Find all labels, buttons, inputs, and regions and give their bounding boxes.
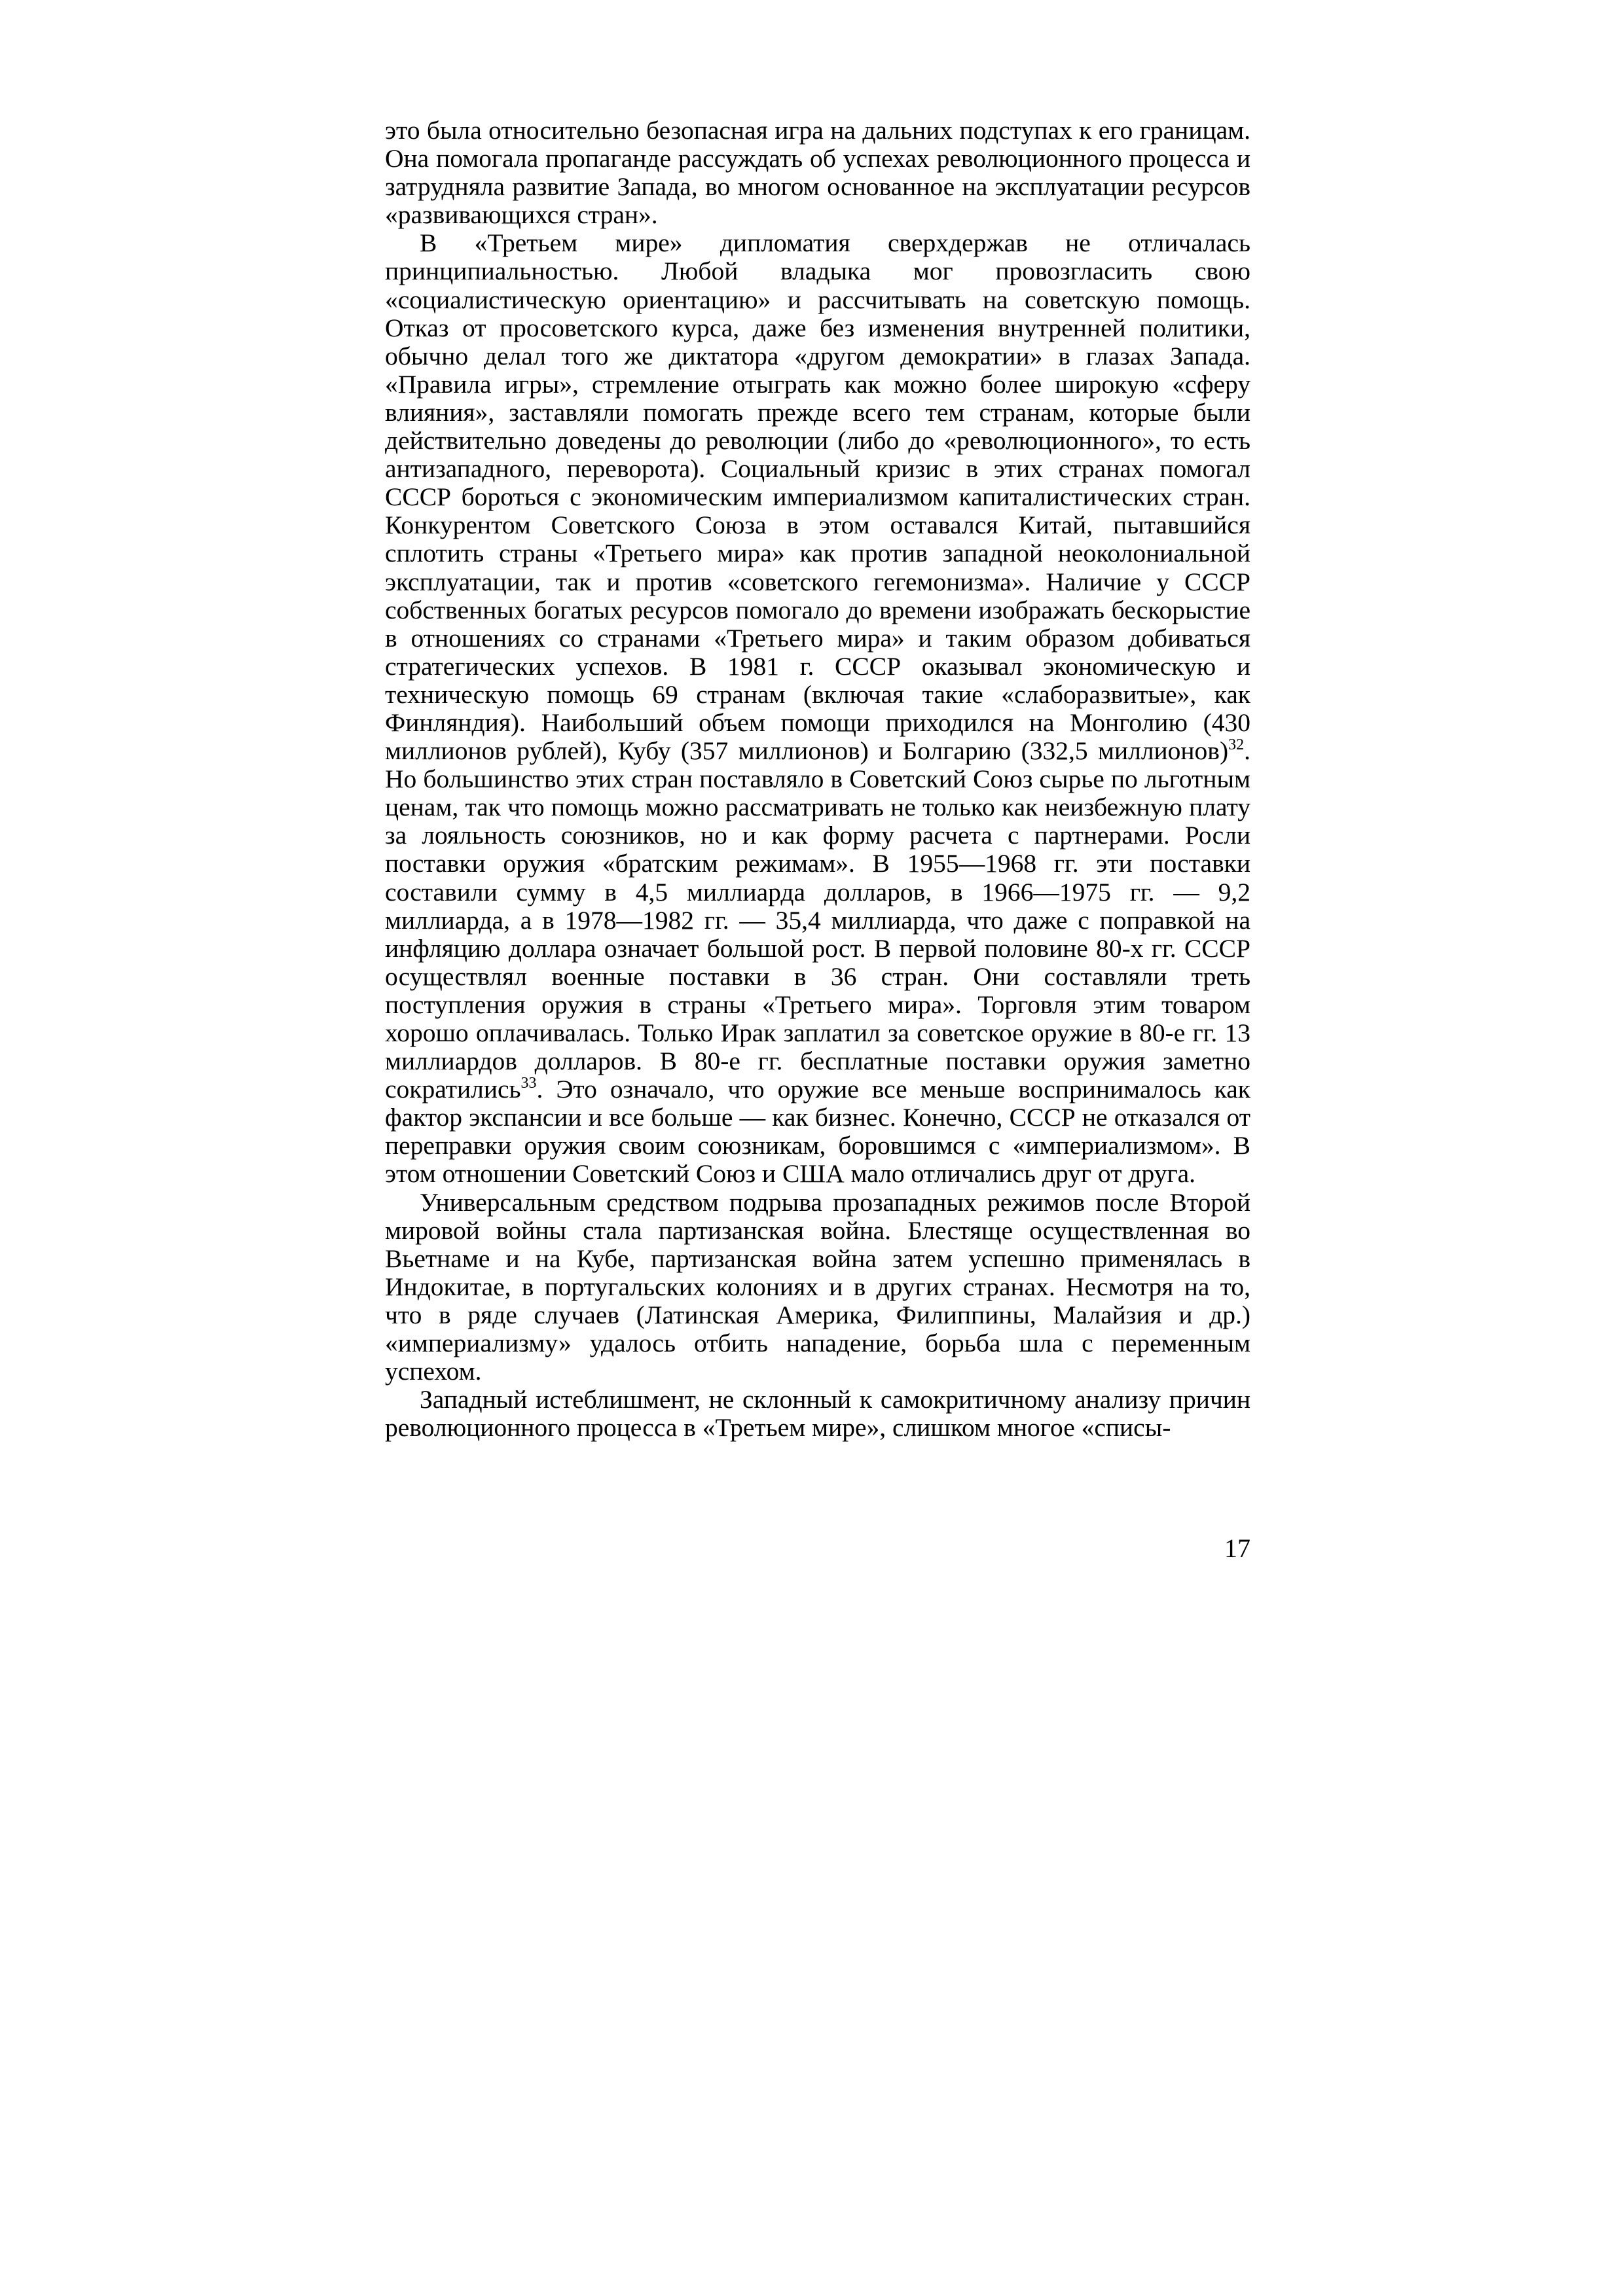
paragraph-3: Универсальным средством подрыва прозападных режимов после Второй мировой войны стала партизанская война. Блестяще осуществленная во Вьетнаме и на Кубе, партизанская война затем успешно применялась в Индокитае, в португальских колониях и в других странах. Несмотря на то, что в ряде случаев (Латинская Америка, Филиппины, Малайзия и др.) «империализму» удалось отбить нападение, борьба шла с переменным успехом. bbox=[385, 1187, 1250, 1386]
body-text bbox=[385, 117, 1250, 1442]
paragraph-2-part-1: В «Третьем мире» дипломатия сверхдержав не отличалась принципиальностью. Любой владыка мог провозгласить свою «социалистическую ориентацию» и рассчитывать на советскую помощь. Отказ от просоветского курса, даже без изменения внутренней политики, обычно делал того же диктатора «другом демократии» в глазах Запада. «Правила игры», стремление отыграть как можно более широкую «сферу влияния», заставляли помогать прежде всего тем странам, которые были действительно доведены до революции (либо до «революционного», то есть антизападного, переворота). Социальный кризис в этих странах помогал СССР бороться с экономическим империализмом капиталистических стран. Конкурентом Советского Союза в этом оставался Китай, пытавшийся сплотить страны «Третьего мира» как против западной неоколониальной эксплуатации, так и против «советского гегемонизма». Наличие у СССР собственных богатых ресурсов помогало до времени изображать бескорыстие в отношениях со странами «Третьего мира» и таким образом добиваться стратегических успехов. В 1981 г. СССР оказывал экономическую и техническую помощь 69 странам (включая такие «слаборазвитые», как Финляндия). Наибольший объем помощи приходился на Монголию (430 миллионов рублей), Кубу (357 миллионов) и Болгарию (332,5 миллионов) bbox=[385, 228, 1250, 766]
paragraph-4: Западный истеблишмент, не склонный к самокритичному анализу причин революционного процесса в «Третьем мире», слишком многое «списы- bbox=[385, 1385, 1250, 1443]
footnote-marker-32: 32 bbox=[1228, 736, 1245, 754]
paragraph-2-part-2: . Но большинство этих стран поставляло в Советский Союз сырье по льготным ценам, так что помощь можно рассматривать не только как неизбежную плату за лояльность союзников, но и как форму расчета с партнерами. Росли поставки оружия «братским режимам». В 1955—1968 гг. эти поставки составили сумму в 4,5 миллиарда долларов, в 1966—1975 гг. — 9,2 миллиарда, а в 1978—1982 гг. — 35,4 миллиарда, что даже с поправкой на инфляцию доллара означает большой рост. В первой половине 80-х гг. СССР осуществлял военные поставки в 36 стран. Они составляли треть поступления оружия в страны «Третьего мира». Торговля этим товаром хорошо оплачивалась. Только Ирак заплатил за советское оружие в 80-е гг. 13 миллиардов долларов. В 80-е гг. бесплатные поставки оружия заметно сократились bbox=[385, 736, 1250, 1104]
page-number: 17 bbox=[1224, 1534, 1250, 1563]
paragraph-2 bbox=[385, 229, 1250, 1188]
paragraph-2-part-3: . Это означало, что оружие все меньше воспринималось как фактор экспансии и все больше — как бизнес. Конечно, СССР не отказался от переправки оружия своим союзникам, боровшимся с «империализмом». В этом отношении Советский Союз и США мало отличались друг от друга. bbox=[385, 1075, 1250, 1189]
footnote-marker-33: 33 bbox=[520, 1075, 537, 1092]
paragraph-1: это была относительно безопасная игра на дальних подступах к его границам. Она помогала пропаганде рассуждать об успехах революционного процесса и затрудняла развитие Запада, во многом основанное на эксплуатации ресурсов «развивающихся стран». bbox=[385, 116, 1250, 230]
